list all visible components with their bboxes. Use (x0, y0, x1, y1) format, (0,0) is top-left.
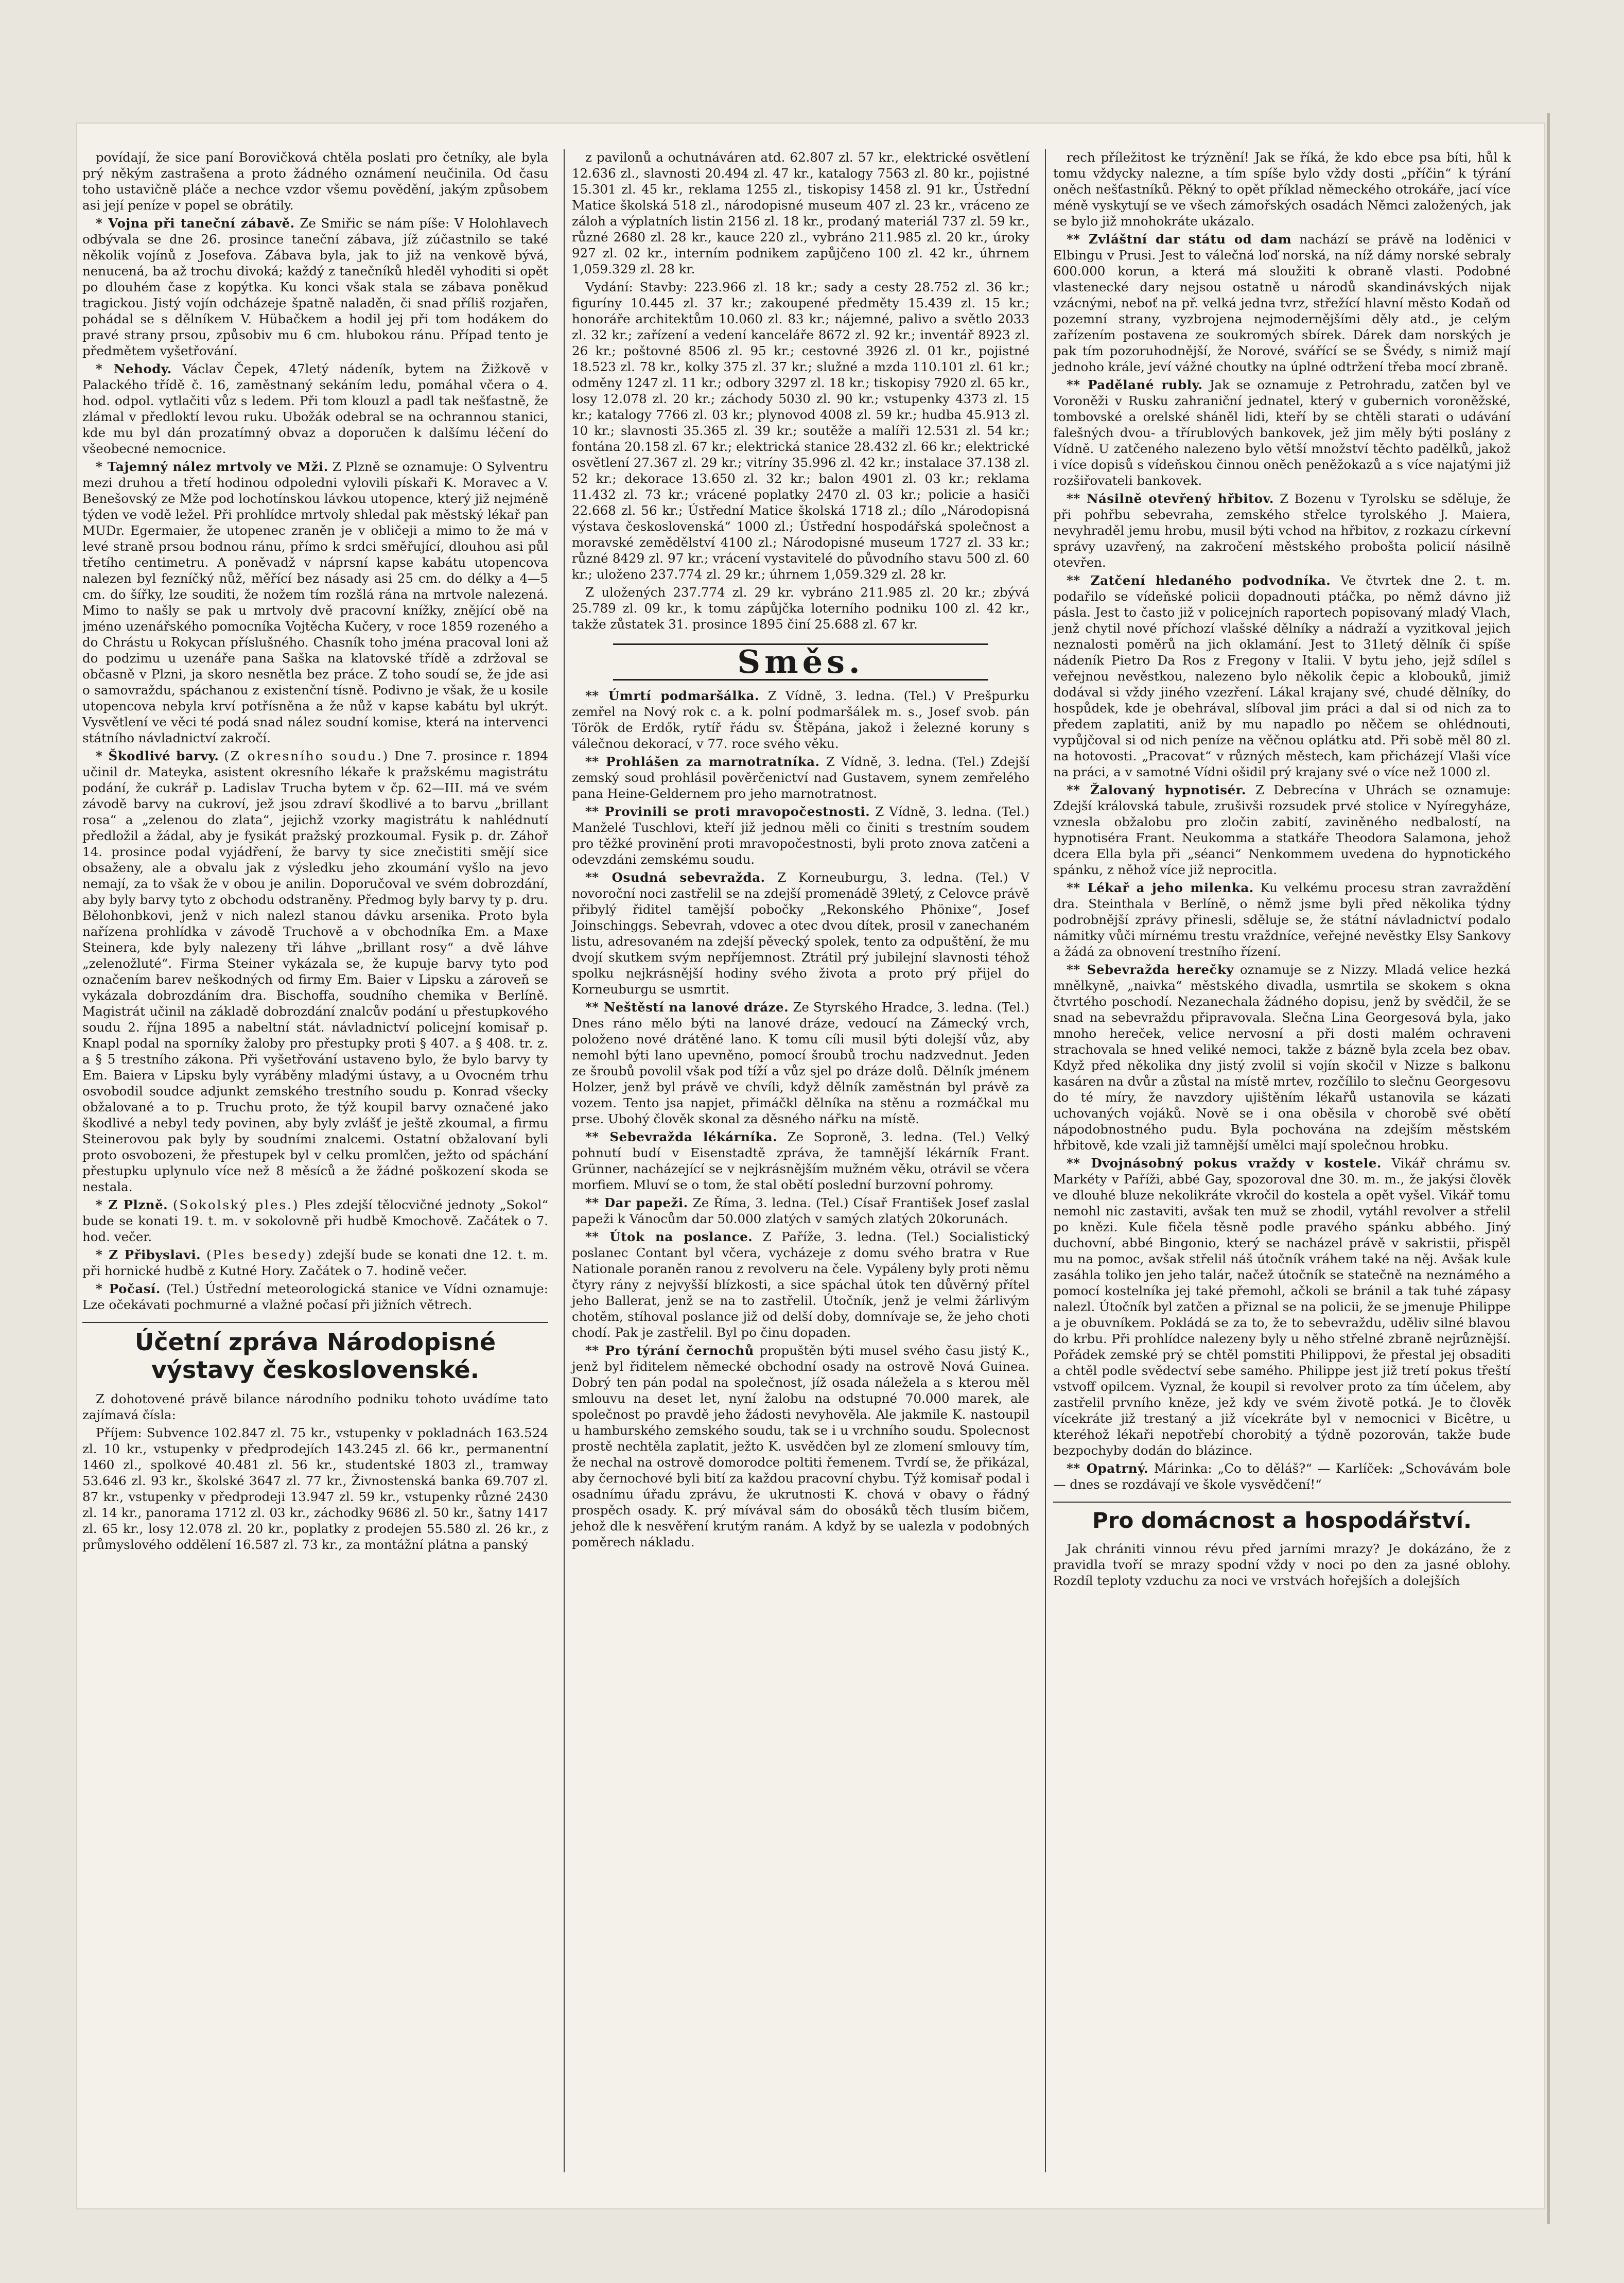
article-columns (82, 149, 1524, 2172)
article-pokus-vrazdy (1053, 1155, 1511, 1458)
article-skodlive (82, 748, 548, 1195)
article-heading: ** Sebevražda herečky (1067, 962, 1234, 977)
article-heading: ** Osudná sebevražda. (585, 870, 765, 885)
article-vojna (82, 215, 548, 359)
article-tyrani (572, 1343, 1029, 1550)
article-subheading: (Z okresního soudu.) (224, 748, 390, 763)
article-heading: ** Zatčení hledaného podvodníka. (1067, 573, 1331, 588)
article-text: oznamuje se z Nizzy. Mladá velice hezká mnělkyně, „naivka“ městského divadla, usmrtila se skokem s okna čtvrtého poschodí. Nezanechala žádného dopisu, jenž by svědčil, že se snad na sebevraždu připravovala. Slečna Lina Georgesová byla, jako mnoho hereček, velice nervosní a při dosti malém ochraveni strachovala se hned veliké nemoci, takže z bázně byla zcela bez obav. Když před několika dny jistý zvolil si vojín skočil v Nizze s balkonu kasáren na dvůr a zůstal na místě mrtev, rozčílilo to slečnu Georgesovu do té míry, že navzdory ujištěním lékařů ustanovila se kázati uchovaných vojáků. Nově se i ona oběsila v chorobě své obětí nápodobnostného pudu. Byla pochována na zdejším městském hřbitově, kde vzali již tamnější umělci mají společnou hrobku. (1053, 962, 1511, 1153)
article-subheading: (Ples besedy) (206, 1247, 313, 1262)
article-nestesti (572, 999, 1029, 1127)
paragraph: Jak chrániti vinnou révu před jarními mrazy? Je dokázáno, že z pravidla tvoří se mrazy spodní vždy v noci po den za jasné oblohy. Rozdíl teploty vzduchu za noci ve vrstvách hořejších a dolejších (1053, 1541, 1511, 1588)
column-1 (82, 149, 548, 2172)
paragraph: rech příležitost ke trýznění! Jak se říká, že kdo ebce psa bíti, hůl k tomu vždycky nalezne, a tím spíše bylo vždy dosti „příčin“ k týrání oněch nešťastníků. Pěkný to opět příklad německého otrokáře, jací více méně vyskytují se ve všech zámořských osadách Němci založených, jak se bylo již mnohokráte ukázalo. (1053, 150, 1511, 229)
article-text: Ve čtvrtek dne 2. t. m. podařilo se vídeňské policii dopadnouti ptáčka, po němž dávno již pásla. Jest to často již v policejních raportech popisovaný mladý Vlach, jenž chytil nové příchozí vlašské dělníky a nádraží a vyzitkoval jejich neznalosti poměrů na jich oklamání. Jest to 31letý dělník či spíše nádeník Pietro Da Ros z Fregony v Italii. V bytu jeho, jejž sdílel s veřejnou nevěstkou, nalezeno bylo několik čepic a klobouků, jimiž dodával si vždy jiného vzezření. Lákal krajany své, chudé dělníky, do hospůdek, kde je obehrával, slíboval jim práci a dal si od nich za to předem zaplatiti, aniž by mu napadlo po něčem se ohlédnouti, vypůjčoval si od nich peníze na věčnou oplátku atd. Při sobě měl 80 zl. na hotovosti. „Pracovat“ v různých městech, kam přicházejí Vlaši více na práci, a v samotné Vídni ošidil prý krajany své o více než 1000 zl. (1053, 573, 1511, 779)
article-text: Ze Říma, 3. ledna. (Tel.) Císař František Josef zaslal papeži k Vánocům dar 50.000 zlatých v samých zlatých 20korunách. (572, 1195, 1029, 1226)
article-pocasi (82, 1281, 548, 1313)
article-text: Václav Čepek, 47letý nádeník, bytem na Žižkově v Palackého třídě č. 16, zaměstnaný sekáním ledu, pomáhal včera o 4. hod. odpol. vytlačiti vůz s ledem. Při tom klouzl a padl tak nešťastně, že zlámal v předloktí levou ruku. Ubožák odebral se na ochrannou stanici, kde mu byl dán prozatímný obvaz a doporučen k dalšímu léčení do všeobecné nemocnice. (82, 361, 548, 456)
article-text: Ples zdejší tělocvičné jednoty „Sokol“ bude se konati 19. t. m. v sokolovně při hudbě Kmochově. Začátek o 7. hod. večer. (82, 1197, 548, 1244)
article-text: (Tel.) Ústřední meteorologická stanice ve Vídni oznamuje: Lze očekávati pochmurné a vlažné počasí při jižních větrech. (82, 1281, 548, 1312)
article-heading: ** Násilně otevřený hřbitov. (1067, 491, 1274, 506)
article-heading: ** Útok na poslance. (585, 1229, 753, 1244)
article-text: Z Vídně, 3. ledna. (Tel.) Zdejší zemský soud prohlásil pověrčenictví nad Gustavem, synem zemřelého pana Heine-Geldernem pro jeho marnotratnost. (572, 754, 1029, 801)
article-prohlasen (572, 754, 1029, 801)
article-heading: ** Pro týrání černochů (585, 1343, 754, 1358)
paragraph: povídají, že sice paní Borovičková chtěla poslati pro četníky, ale byla prý někým zastrašena a proto žádného oznámení neučinila. Od času toho ustavičně pláče a nechce vzdor všemu povědění, jakým způsobem asi její peníze v popel se obrátily. (82, 150, 548, 213)
article-text: Z Bozenu v Tyrolsku se sděluje, že při pohřbu sebevraha, zemského střelce tyrolského J. Maiera, nevyhraděl jemu hrobu, musil býti vchod na hřbitov, z rozkazu církevní správy uzavřený, na zakročení městského probošta policií násilně otevřen. (1053, 491, 1511, 570)
article-zatceni (1053, 572, 1511, 780)
article-pribyslav (82, 1247, 548, 1279)
article-heading: ** Úmrtí podmaršálka. (585, 688, 759, 703)
article-utok (572, 1229, 1029, 1340)
article-heading: * Tajemný nález mrtvoly ve Mži. (96, 459, 328, 474)
article-heading: ** Padělané rubly. (1067, 377, 1203, 392)
article-text: propuštěn býti musel svého času jistý K., jenž byl řiditelem německé obchodní osady na ostrově Nová Guinea. Dobrý ten pán podal na společnost, jíž osada náležela a s kterou měl smlouvu na deset let, nyní žalobu na odstupné 70.000 marek, ale společnost po pravdě jeho žádosti nevyhověla. Ale jakmile K. nastoupil u hamburského zemského soudu, tak se i u vrchního soudu. Spolecnost prostě nechtěla zaplatit, ježto K. usvědčen byl ze zlomení smlouvy tím, že nechal na ostrově domorodce poltiti řemenem. Tvrdí se, že přikázal, aby černochové byli bití za každou pracovní chybu. Týž komisař podal i osadnímu úřadu zprávu, že ukrutnosti K. chová v obavy o řádný prospěch osady. K. prý mívával sám do obosáků těch tlusím bičem, jehož dle k nesvěření krutým ranám. A když by se ualezla v podobných poměrech nákladu. (572, 1343, 1029, 1549)
article-heading: ** Žalovaný hypnotisér. (1067, 782, 1246, 797)
article-heading: * Škodlivé barvy. (96, 748, 219, 763)
article-heading: * Nehody. (96, 361, 172, 376)
article-text: Jak se oznamuje z Petrohradu, zatčen byl ve Voroněži v Rusku zahraniční jednatel, který v gubernich voroněžské, tombovské a orelské sháněl lidi, kteří by se chtěli starati o udávání falešných dvou- a třírublových bankovek, jež jim měly býti poslány z Vídně. U zatčeného nalezeno bylo větší množství těchto padělků, jakož i více dopisů s vídeňskou činnou oněch peněžokazů a s více najatými již rozšiřovateli bankovek. (1053, 377, 1511, 488)
article-hypnotiser (1053, 782, 1511, 878)
article-padelane-ruble (1053, 377, 1511, 489)
article-heading: ** Dar papeži. (585, 1195, 688, 1210)
page-edge-shadow (1547, 113, 1550, 2224)
article-nehody (82, 361, 548, 457)
paragraph: Z uložených 237.774 zl. 29 kr. vybráno 211.985 zl. 20 kr.; zbývá 25.789 zl. 09 kr., k tomu zápůjčka loterního podniku 100 zl. 42 kr., takže zůstatek 31. prosince 1895 činí 25.688 zl. 67 kr. (572, 585, 1029, 632)
article-text: Vikář chrámu sv. Markéty v Paříži, abbé Gay, spozoroval dne 30. m. m., že jakýsi člověk ve dlouhé bluze nekolikráte vkročil do kostela a opět vyšel. Vikář tomu nemohl nic zastaviti, avšak ten muž se zhodil, vytáhl revolver a střelil po knězi. Kule fičela těsně podle pravého spánku abbého. Jiný duchovní, abbé Bingonio, který se nacházel právě v sakristii, přispěl mu na pomoc, avšak střelil náš útočník vráhem také na něj. Avšak kule zasáhla toliko jen jeho talár, načež útočník se statečně na neznámého a pomocí kostelníka jej také přemohl, ačkoli se bránil a tak tuhé zápasy nalezl. Útočník byl zatčen a přiznal se na policii, že se jmenuje Philippe a je obuvníkem. Pokládá se za to, že to sebevraždu, uděliv silné blavou do krbu. Při prohlídce nalezeny byly u něho střelné zbraně nejrůznější. Pořádek zemské prý se chtěl pomstiti Philippovi, že přestal jej obsaditi a chtěl podle svědectví sebe samého. Philippe jest již tretí pokus třeští vstvoff opilcem. Vyznal, že koupil si revolver proto za tím účelem, aby zastřelil prvního kněze, jež kdy ve svém životě potká. Je to člověk vícekráte již trestaný a již vícekráte byl v nemocnici v Bicêtre, u kteréhož lékaři nepotřebí chorobitý a týdně pozorován, takže bude bezpochyby dodán do blázince. (1053, 1156, 1511, 1458)
paragraph: Vydání: Stavby: 223.966 zl. 18 kr.; sady a cesty 28.752 zl. 36 kr.; figuríny 10.445 zl. 37 kr.; zakoupené předměty 15.439 zl. 15 kr.; honoráře architektům 10.060 zl. 83 kr.; nájemné, palivo a světlo 2033 zl. 32 kr.; zařízení a vedení kanceláře 8672 zl. 92 kr.; inventář 8923 zl. 26 kr.; poštovné 8506 zl. 95 kr.; cestovné 3926 zl. 01 kr., pojistné 18.523 zl. 78 kr., kolky 375 zl. 37 kr.; služné a mzda 110.101 zl. 61 kr.; odměny 1247 zl. 11 kr.; odbory 3297 zl. 18 kr.; tiskopisy 7920 zl. 65 kr., losy 12.078 zl. 20 kr.; záchody 5030 zl. 90 kr.; vstupenky 4373 zl. 15 kr.; katalogy 7766 zl. 03 kr.; plynovod 4008 zl. 59 kr.; hudba 45.913 zl. 10 kr.; slavnosti 35.365 zl. 39 kr.; soutěže a malíři 12.531 zl. 54 kr.; fontána 20.158 zl. 67 kr.; elektrická stanice 28.432 zl. 66 kr.; elektrické osvětlení 27.367 zl. 29 kr.; vitríny 35.996 zl. 42 kr.; instalace 37.138 zl. 52 kr.; dekorace 13.650 zl. 32 kr.; balon 4901 zl. 03 kr.; reklama 11.432 zl. 73 kr.; vrácené poplatky 2470 zl. 03 kr.; policie a hasiči 22.668 zl. 56 kr.; Ústřední Matice školská 1718 zl.; dílo „Národopisná výstava československá“ 1000 zl.; Ústřední hospodářská společnost a moravské zemědělství 4100 zl.; Národopisné museum 1727 zl. 33 kr.; různé 8429 zl. 97 kr.; vrácení vystavitelé do původního stavu 500 zl. 60 kr.; uloženo 237.774 zl. 29 kr.; úhrnem 1,059.329 zl. 28 kr. (572, 280, 1029, 582)
article-heading: ** Neštěstí na lanové dráze. (585, 1000, 789, 1015)
article-text: Z Vídně, 3. ledna. (Tel.) Manželé Tuschlovi, kteří již jednou měli co činiti s trestním soudem pro těžké provinění proti mravopočestnosti, byli proto znova zatčeni a odevzdáni zemskému soudu. (572, 804, 1029, 867)
article-text: Ze Smiřic se nám píše: V Holohlavech odbývala se dne 26. prosince taneční zábava, jíž zúčastnilo se také několik vojínů z Josefova. Zábava byla, jak to již na venkově bývá, nenucená, ba až trochu divoká; každý z tanečníků hleděl vyhoditi si opět po dlouhém čase z kopýtka. Ku konci však stala se zábava poněkud tragickou. Jistý vojín odcházeje špatně naladěn, či snad příliš rozjařen, pohádal se s dělníkem V. Hübačkem a hodil jej při tom hodákem do pravé strany prsou, způsobiv mu 6 cm. hlubokou ránu. Případ tento je předmětem vyšetřování. (82, 216, 548, 358)
paragraph: Příjem: Subvence 102.847 zl. 75 kr., vstupenky v pokladnách 163.524 zl. 10 kr., vstupenky v předprodejích 143.245 zl. 66 kr., permanentní 1460 zl., spolkové 40.481 zl. 56 kr., studentské 1803 zl., tramway 53.646 zl. 93 kr., školské 3647 zl. 77 kr., Živnostenská banka 69.707 zl. 87 kr., vstupenky v předprodeji 13.947 zl. 59 kr., vstupenky různé 2430 zl. 14 kr., panorama 1712 zl. 03 kr., záchodky 9686 zl. 50 kr., šatny 1417 zl. 65 kr., losy 12.078 zl. 20 kr., poplatky z prodejen 55.580 zl. 26 kr., z průmyslového oddělení 16.587 zl. 73 kr., za montážní plátna a panský (82, 1425, 548, 1552)
article-text: nachází se právě na loděnici v Elbingu v Prusi. Jest to válečná loď norská, na níž dámy norské sebraly 600.000 korun, a která má sloužiti k obraně vlasti. Podobné vlastenecké dary nejsou ostatně u národů skandinávských nijak vzácnými, neboť na př. velká jedna tvrz, střežící hlavní město Kodaň od pozemní strany, vyzbrojena nejmodernějšími děly atd., je celým zařízením postavena ze soukromých sbírek. Dárek dam norských je pak tím pozoruhodnější, že Norové, svářící se se Švédy, s nimiž mají jednoho krále, jeví vážné choutky na úplné odtržení třeba mocí zbraně. (1053, 232, 1511, 374)
article-heading: * Z Přibyslavi. (96, 1247, 201, 1262)
article-heading: ** Sebevražda lékárníka. (585, 1129, 778, 1144)
article-umrti (572, 688, 1029, 752)
article-heading: ** Zvláštní dar státu od dam (1067, 232, 1292, 247)
article-text: Z Debrecína v Uhrách se oznamuje: Zdejší královská tabule, zrušivši rozsudek prvé stolice v Nyíregyháze, vznesla obžalobu pro zločin zabití, zaviněného nedbalostí, na hypnotiséra Frant. Neukomma a statkáře Theodora Salamona, jehož dcera Ella byla při „séanci“ Nenkommem uvedena do hypnotického spánku, z něhož více již neprocitla. (1053, 782, 1511, 877)
article-text: zdejší bude se konati dne 12. t. m. při hornické hudbě z Kutné Hory. Začátek o 7. hodině večer. (82, 1247, 548, 1278)
article-heading: * Vojna při taneční zábavě. (96, 216, 295, 231)
article-heading: * Z Plzně. (96, 1197, 168, 1212)
column-2 (564, 149, 1029, 2172)
article-text: Márinka: „Co to děláš?“ — Karlíček: „Schovávám bole — dnes se rozdávají ve škole vysvědčení!“ (1053, 1461, 1511, 1492)
article-hrbitov (1053, 491, 1511, 570)
article-osudna (572, 869, 1029, 997)
article-opatrny (1053, 1460, 1511, 1492)
article-text: Z Paříže, 3. ledna. (Tel.) Socialistický poslanec Contant byl včera, vycházeje z domu svého bratra v Rue Nationale poraněn ranou z revolveru na čele. Vypáleny byly proti němu čtyry rány z nejvyšší blízkosti, a sice spáchal útok ten důvěrný přítel jeho Ballerat, jenž se na to zastřelil. Útočník, jenž je velmi žárlivým chotěm, stíhoval poslance již od delší doby, domnívaje se, že jeho choti chodí. Pak je zastřelil. Byl po činu dopaden. (572, 1229, 1029, 1340)
article-sebevrazda-lekarnika (572, 1129, 1029, 1193)
paragraph: Z dohotovené právě bilance národního podniku tohoto uvádíme tato zajímavá čísla: (82, 1391, 548, 1422)
article-text: Ze Soproně, 3. ledna. (Tel.) Velký pohnutí budí v Eisenstadtě zpráva, že tamnější lékárník Frant. Grünner, nacházející se v nejkrásnějším mužném věku, otrávil se včera morfiem. Mluví se o tom, že stal obětí poslední burzovní pohromy. (572, 1129, 1029, 1192)
section-heading-pro-domacnost: Pro domácnost a hospodářství. (1053, 1502, 1511, 1533)
article-text: Ze Styrského Hradce, 3. ledna. (Tel.) Dnes ráno mělo býti na lanové dráze, vedoucí na Zámecký vrch, položeno nové drátěné lano. K tomu cíli musil býti dolejší vůz, aby nemohl býti lano upevněno, pomocí šroubů trochu nadzvednut. Jeden ze šroubů povolil však pod tíží a vůz sjel po dráze dolů. Dělník jménem Holzer, jenž byl právě ve chvíli, když dělník zaměstnán byl právě za vozem. Tento jsa napjet, přimáčkl dělníka na stěnu a rozmáčkal mu prse. Ubohý člověk skonal za děsného nářku na místě. (572, 1000, 1029, 1126)
article-text: Dne 7. prosince r. 1894 učinil dr. Mateyka, asistent okresního lékaře k pražskému magistrátu podání, že cukrář p. Ladislav Trucha bytem v čp. 62—III. má ve svém závodě barvy na cukroví, jež jsou zdraví škodlivé a to barvu „brillant rosa“ a „zelenou do zlata“, jejichž vzorky magistrátu k nahlédnutí předložil a žádal, aby je fysikát pražský prozkoumal. Fysik p. dr. Záhoř 14. prosince podal vyjádření, že barvy ty sice znečistiti smějí sice obsaženy, ale a obvalu jak z výsledku jeho zkoumání vyšlo na jevo nemají, za to však že v obou je anilin. Doporučoval ve svém dobrozdání, aby byly barvy tyto z obchodu odstraněny. Předmog byly barvy ty p. dru. Bělohonbkovi, jenž v nich nalezl stanou dávku arsenika. Proto byla nařízena prohlídka v závodě Truchově a v obchodníka Em. a Maxe Steinera, kde byly nalezeny tři láhve „brillant rosy“ a dvě láhve „zelenožluté“. Firma Steiner vykázala se, že kupuje barvy tyto pod označením barev neškodných od firmy Em. Baier v Lipsku a zároveň se vykázala dobrozdáním dra. Bischoffa, soudního chemika v Berlíně. Magistrát učinil na základě dobrozdání znalcův podání u přestupkového soudu 2. října 1895 a nabeltní stát. návladnictví policejní komisař p. Knapl podal na sporníky žaloby pro přestupky proti § 407. a § 408. tr. z. a § 5 trestního zákona. Při vyšetřování ustaveno bylo, že bylo barvy ty Em. Baiera v Lipsku byly vyráběny mladými ústavy, a u Ovocném trhu osvobodil soudce adjunkt zemského trestního soudu p. Konrad všecky obžalované a to p. Truchu proto, že týž koupil barvy označené jako škodlivé a nebyl tedy povinen, aby byly zvlášť je ještě zkoumal, a firmu Steinerovou pak byly by soudními znalcemi. Ostatní obžalovaní byli proto osvobozeni, že přestupek byl v celku promlčen, ježto od spáchání přestupku uplynulo více než 8 měsíců a že žádné poškození skoda se nestala. (82, 748, 548, 1194)
article-dar-papezi (572, 1195, 1029, 1227)
article-text: Ku velkému procesu stran zavraždění dra. Steinthala v Berlíně, o němž jsme byli před několika týdny podrobnější zprávy přinesli, sděluje se, že státní návladnictví podalo námitky vůči mírnému trestu vraždníce, veřejné nevěstky Elsy Sankovy a žádá za obnovení trestního řízení. (1053, 880, 1511, 959)
section-heading-ucetni-zprava: Účetní zpráva Národopisné výstavy československé. (82, 1322, 548, 1384)
article-heading: ** Opatrný. (1067, 1461, 1149, 1476)
article-subheading: (Sokolský ples.) (172, 1197, 300, 1212)
column-3 (1045, 149, 1511, 2172)
article-heading: ** Dvojnásobný pokus vraždy v kostele. (1067, 1156, 1382, 1171)
section-heading-smes: Směs. (613, 643, 988, 681)
article-heading: ** Provinili se proti mravopočestnosti. (585, 804, 870, 819)
article-lekar (1053, 880, 1511, 960)
article-tajemny (82, 459, 548, 746)
article-text: Z Plzně se oznamuje: O Sylventru mezi druhou a třetí hodinou odpoledni vylovili pískaři K. Moravec a V. Benešovský ze Mže pod lochotínskou lávkou utopence, který již nejméně týden ve vodě ležel. Při prohlídce mrtvoly shledal pak městský lékař pan MUDr. Egermaier, že utopenec zraněn je v obličeji a mimo to že má v levé straně prsou bodnou ránu, přímo k srdci směřující, dlouhou asi půl třetího centimetru. A poněvadž v náprsní kapse kabátu utopencova nalezen byl fezníčký nůž, měřící bez násady asi 25 cm. do délky a 4—5 cm. do šířky, lze souditi, že nožem tím rozšlá rána na mrtvole nalezená. Mimo to našly se pak u mrtvoly dvě pracovní knížky, znějící obě na jméno uzenářského pomocníka Vojtěcha Kučery, v roce 1859 rozeného a do Chrástu u Rokycan příslušného. Chasník toho jména pracoval loni až do podzimu u uzenáře pana Saška na klatovské třídě a zdržoval se občasně v Plzni, ja skoro nesnětla bez práce. Z toho soudí se, že jde asi o samovraždu, spáchanou z existenční tísně. Podivno je však, že u kosile utopencova nebyla krví potřísněna a že nůž v kapse kabátu byl ukrýt. Vysvětlení ve věci té podá snad nález soudní komise, která na intervenci státního návladnictví zakročí. (82, 459, 548, 745)
article-provinili (572, 804, 1029, 867)
article-zvlastni-dar (1053, 231, 1511, 375)
article-heading: ** Prohlášen za marnotratníka. (585, 754, 820, 769)
article-text: Z Vídně, 3. ledna. (Tel.) V Prešpurku zemřel na Nový rok c. a k. polní podmaršálek m. s., Josef svob. pán Török de Erdők, rytíř řádu sv. Štěpána, jakož i železné koruny s válečnou dekorací, v 77. roce svého věku. (572, 688, 1029, 751)
paragraph: z pavilonů a ochutnáváren atd. 62.807 zl. 57 kr., elektrické osvětlení 12.636 zl., slavnosti 20.494 zl. 47 kr., katalogy 7563 zl. 80 kr., pojistné 15.301 zl. 45 kr., reklama 1255 zl., tiskopisy 1458 zl. 91 kr., Ústřední Matice školská 518 zl., národopisné museum 407 zl. 23 kr., vráceno ze záloh a výplatních listin 2156 zl. 18 kr., prodaný materiál 737 zl. 59 kr., různé 2680 zl. 28 kr., kauce 220 zl., vybráno 211.985 zl. 20 kr., úroky 927 zl. 02 kr., interním podnikem zapůjčeno 100 zl. 42 kr., úhrnem 1,059.329 zl. 28 kr. (572, 150, 1029, 276)
article-heading: * Počasí. (96, 1281, 161, 1296)
article-herecka (1053, 962, 1511, 1153)
article-text: Z Korneuburgu, 3. ledna. (Tel.) V novoroční noci zastřelil se na zdejší promenádě 39letý, z Celovce právě přibylý řiditel tamější pobočky „Rekonského Phönixe“, Josef Joinschinggs. Sebevrah, vdovec a otec dvou dítek, prosil v zanechaném listu, adresovaném na zdejší pěvecký spolek, tento za odpuštění, že mu dvojí skutkem svým nepříjemnost. Ztrátil prý jubilejní slavnosti téhož spolku nejkrásnější hodiny svého života a proto prý přijel do Korneuburgu se usmrtit. (572, 870, 1029, 997)
article-heading: ** Lékař a jeho milenka. (1067, 880, 1254, 895)
article-plzen (82, 1197, 548, 1245)
